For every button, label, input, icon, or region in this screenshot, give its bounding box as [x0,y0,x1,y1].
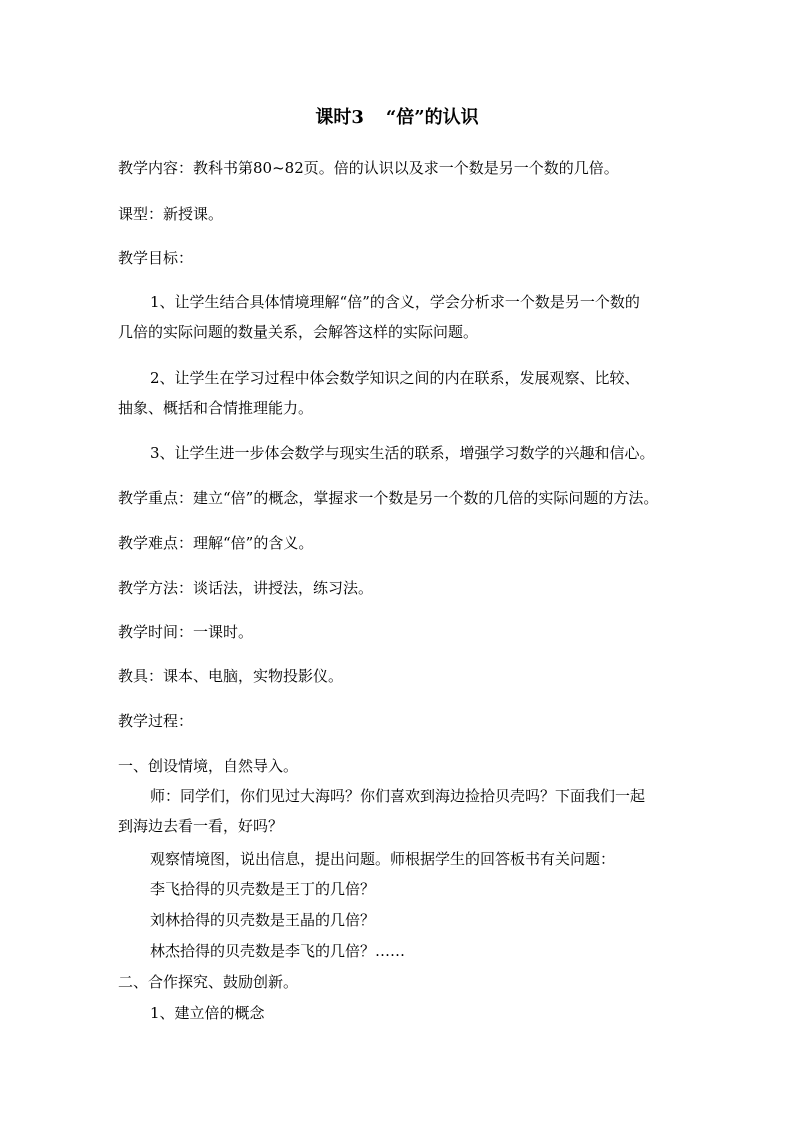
teacher-line-1: 师：同学们，你们见过大海吗？你们喜欢到海边捡拾贝壳吗？下面我们一起 [150,787,646,805]
key-point: 教学重点：建立“倍”的概念，掌握求一个数是另一个数的几倍的实际问题的方法。 [118,489,659,507]
goal-1-line-2: 几倍的实际问题的数量关系，会解答这样的实际问题。 [118,323,479,341]
teaching-method: 教学方法：谈话法，讲授法，练习法。 [118,579,374,597]
difficulty: 教学难点：理解“倍”的含义。 [118,534,314,552]
observe-instruction: 观察情境图，说出信息，提出问题。师根据学生的回答板书有关问题： [150,850,616,868]
process-heading: 教学过程： [118,712,194,730]
question-2: 刘林拾得的贝壳数是王晶的几倍？ [150,911,376,929]
subsection-1: 1、建立倍的概念 [150,1004,265,1022]
goals-heading: 教学目标： [118,249,194,267]
section-2-heading: 二、合作探究、鼓励创新。 [118,973,299,991]
teacher-line-2: 到海边去看一看，好吗？ [118,817,284,835]
question-3: 林杰拾得的贝壳数是李飞的几倍？…… [150,942,406,960]
goal-1-line-1: 1、让学生结合具体情境理解“倍”的含义，学会分析求一个数是另一个数的 [150,293,640,311]
lesson-number: 课时3 [315,107,364,128]
goal-3: 3、让学生进一步体会数学与现实生活的联系，增强学习数学的兴趣和信心。 [150,444,655,462]
question-1: 李飞拾得的贝壳数是王丁的几倍？ [150,880,376,898]
teaching-tools: 教具：课本、电脑，实物投影仪。 [118,667,344,685]
lesson-title [0,106,794,130]
teaching-time: 教学时间：一课时。 [118,623,254,641]
teaching-content: 教学内容：教科书第80~82页。倍的认识以及求一个数是另一个数的几倍。 [118,159,619,177]
lesson-type: 课型：新授课。 [118,205,224,223]
section-1-heading: 一、创设情境，自然导入。 [118,757,299,775]
goal-2-line-1: 2、让学生在学习过程中体会数学知识之间的内在联系，发展观察、比较、 [150,369,640,387]
goal-2-line-2: 抽象、概括和合情推理能力。 [118,399,314,417]
lesson-name: “倍”的认识 [385,107,479,128]
